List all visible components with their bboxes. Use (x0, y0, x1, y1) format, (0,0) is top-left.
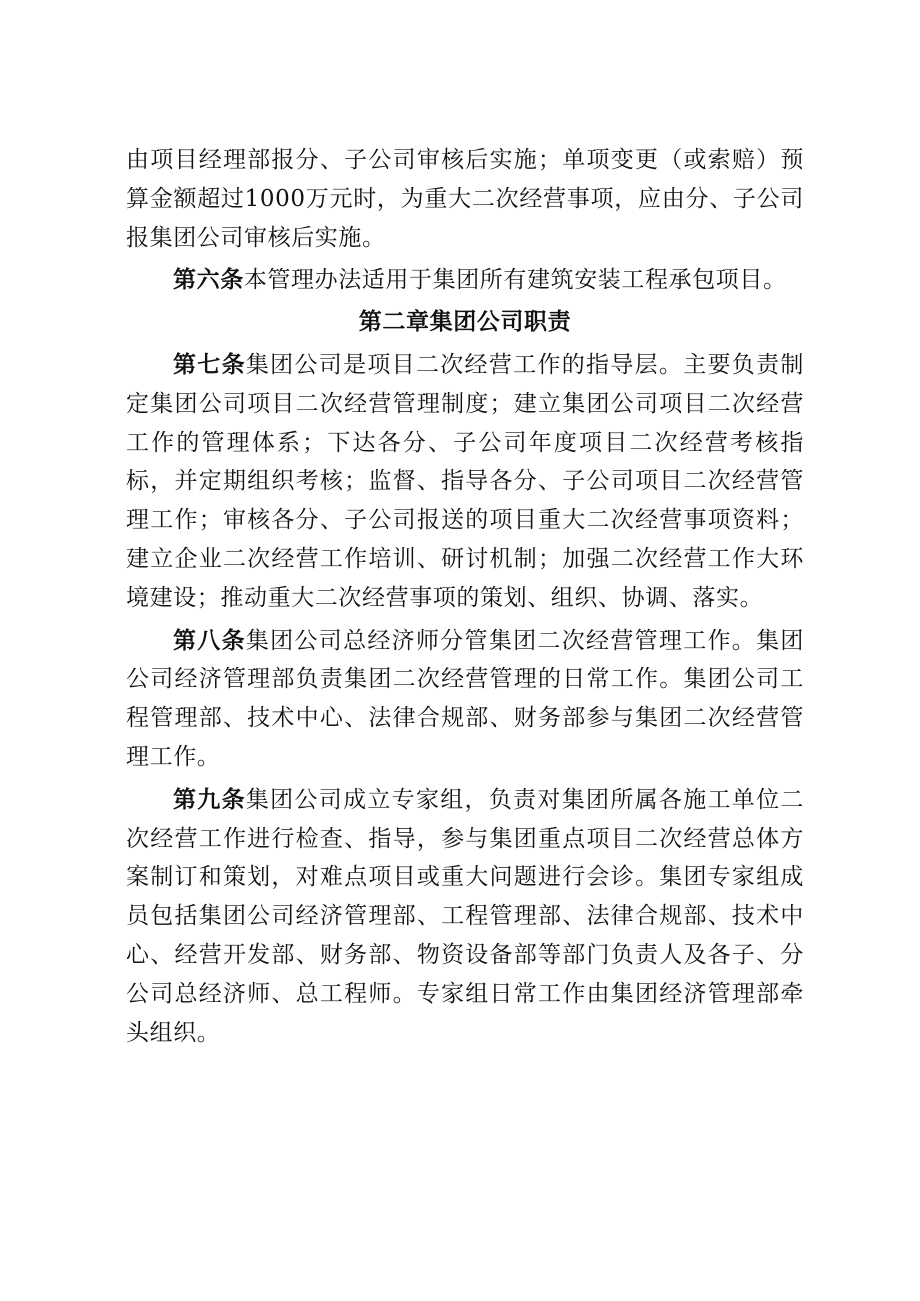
paragraph-continuation: 由项目经理部报分、子公司审核后实施；单项变更（或索赔）预算金额超过1000万元时，为重大二次经营事项，应由分、子公司报集团公司审核后实施。 (126, 147, 804, 251)
article-8 (126, 622, 804, 777)
article-8-text: 集团公司总经济师分管集团二次经营管理工作。集团公司经济管理部负责集团二次经营管理的日常工作。集团公司工程管理部、技术中心、法律合规部、财务部参与集团二次经营管理工作。 (126, 627, 804, 770)
article-9-label: 第九条 (173, 785, 246, 813)
article-6-text: 本管理办法适用于集团所有建筑安装工程承包项目。 (243, 267, 787, 294)
article-7-label: 第七条 (173, 350, 246, 378)
article-8-label: 第八条 (173, 626, 246, 654)
chapter-2-title: 第二章集团公司职责 (358, 308, 572, 336)
article-6 (126, 261, 804, 300)
article-7 (126, 346, 804, 618)
article-9 (126, 781, 804, 1053)
article-6-label: 第六条 (173, 266, 244, 294)
article-7-text: 集团公司是项目二次经营工作的指导层。主要负责制定集团公司项目二次经营管理制度；建立集团公司项目二次经营工作的管理体系；下达各分、子公司年度项目二次经营考核指标，并定期组织考核；监督、指导各分、子公司项目二次经营管理工作；审核各分、子公司报送的项目重大二次经营事项资料；建立企业二次经营工作培训、研讨机制；加强二次经营工作大环境建设；推动重大二次经营事项的策划、组织、协调、落实。 (126, 351, 804, 611)
article-9-text: 集团公司成立专家组，负责对集团所属各施工单位二次经营工作进行检查、指导，参与集团重点项目二次经营总体方案制订和策划，对难点项目或重大问题进行会诊。集团专家组成员包括集团公司经济管理部、工程管理部、法律合规部、技术中心、经营开发部、财务部、物资设备部等部门负责人及各子、分公司总经济师、总工程师。专家组日常工作由集团经济管理部牵头组织。 (126, 786, 804, 1046)
document-page (126, 141, 804, 1052)
